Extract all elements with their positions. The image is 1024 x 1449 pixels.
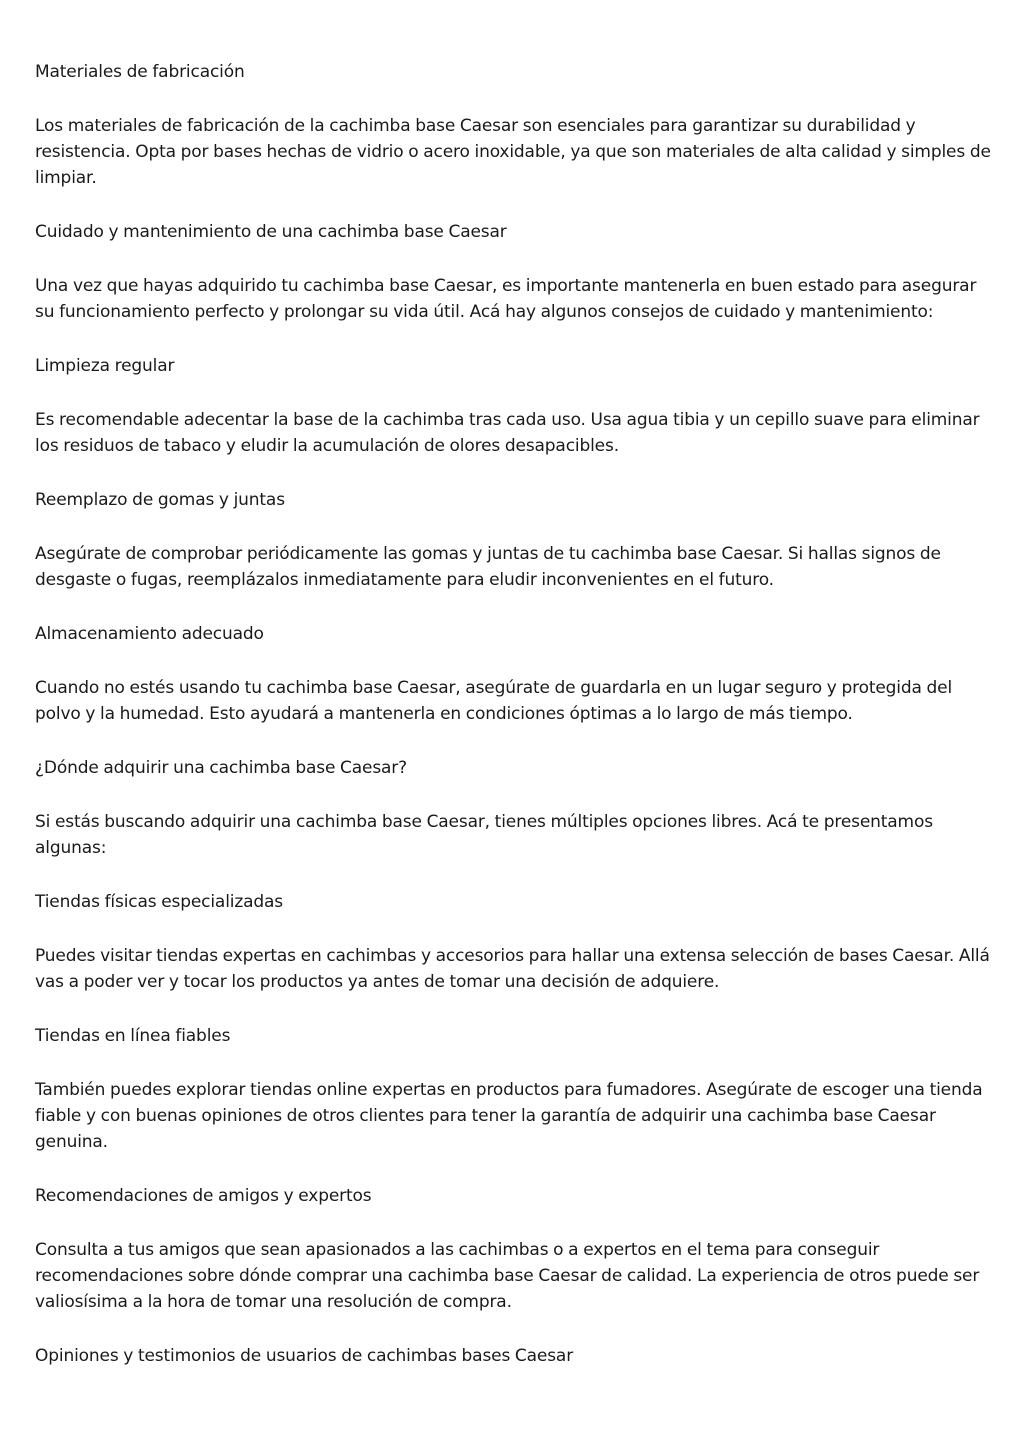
heading-almacenamiento: Almacenamiento adecuado bbox=[35, 624, 264, 644]
heading-opiniones: Opiniones y testimonios de usuarios de cachimbas bases Caesar bbox=[35, 1346, 574, 1366]
heading-donde-adquirir: ¿Dónde adquirir una cachimba base Caesar? bbox=[35, 758, 408, 778]
heading-materiales: Materiales de fabricación bbox=[35, 62, 245, 82]
heading-cuidado: Cuidado y mantenimiento de una cachimba base Caesar bbox=[35, 222, 507, 242]
heading-tiendas-fisicas: Tiendas físicas especializadas bbox=[35, 892, 284, 912]
heading-tiendas-en-linea: Tiendas en línea fiables bbox=[35, 1026, 231, 1046]
paragraph-recomendaciones: Consulta a tus amigos que sean apasionados a las cachimbas o a expertos en el tema para conseguir recomendaciones sobre dónde comprar una cachimba base Caesar de calidad. La experiencia de otros puede ser valiosísima a la hora de tomar una resolución de compra. bbox=[35, 1240, 980, 1312]
document-body bbox=[35, 59, 995, 1397]
paragraph-donde-adquirir: Si estás buscando adquirir una cachimba base Caesar, tienes múltiples opciones libres. Acá te presentamos algunas: bbox=[35, 812, 933, 858]
paragraph-materiales: Los materiales de fabricación de la cachimba base Caesar son esenciales para garantizar su durabilidad y resistencia. Opta por bases hechas de vidrio o acero inoxidable, ya que son materiales de alta calidad y simples de limpiar. bbox=[35, 116, 991, 188]
paragraph-tiendas-fisicas: Puedes visitar tiendas expertas en cachimbas y accesorios para hallar una extensa selección de bases Caesar. Allá vas a poder ver y tocar los productos ya antes de tomar una decisión de adquiere. bbox=[35, 946, 990, 992]
paragraph-limpieza: Es recomendable adecentar la base de la cachimba tras cada uso. Usa agua tibia y un cepillo suave para eliminar los residuos de tabaco y eludir la acumulación de olores desapacibles. bbox=[35, 410, 980, 456]
heading-recomendaciones: Recomendaciones de amigos y expertos bbox=[35, 1186, 372, 1206]
heading-limpieza: Limpieza regular bbox=[35, 356, 175, 376]
paragraph-almacenamiento: Cuando no estés usando tu cachimba base Caesar, asegúrate de guardarla en un lugar seguro y protegida del polvo y la humedad. Esto ayudará a mantenerla en condiciones óptimas a lo largo de más tiempo. bbox=[35, 678, 953, 724]
heading-reemplazo: Reemplazo de gomas y juntas bbox=[35, 490, 285, 510]
paragraph-tiendas-en-linea: También puedes explorar tiendas online expertas en productos para fumadores. Asegúrate de escoger una tienda fiable y con buenas opiniones de otros clientes para tener la garantía de adquirir una cachimba base Caesar genuina. bbox=[35, 1080, 983, 1152]
paragraph-cuidado: Una vez que hayas adquirido tu cachimba base Caesar, es importante mantenerla en buen estado para asegurar su funcionamiento perfecto y prolongar su vida útil. Acá hay algunos consejos de cuidado y mantenimiento: bbox=[35, 276, 977, 322]
paragraph-reemplazo: Asegúrate de comprobar periódicamente las gomas y juntas de tu cachimba base Caesar. Si hallas signos de desgaste o fugas, reemplázalos inmediatamente para eludir inconvenientes en el futuro. bbox=[35, 544, 941, 590]
